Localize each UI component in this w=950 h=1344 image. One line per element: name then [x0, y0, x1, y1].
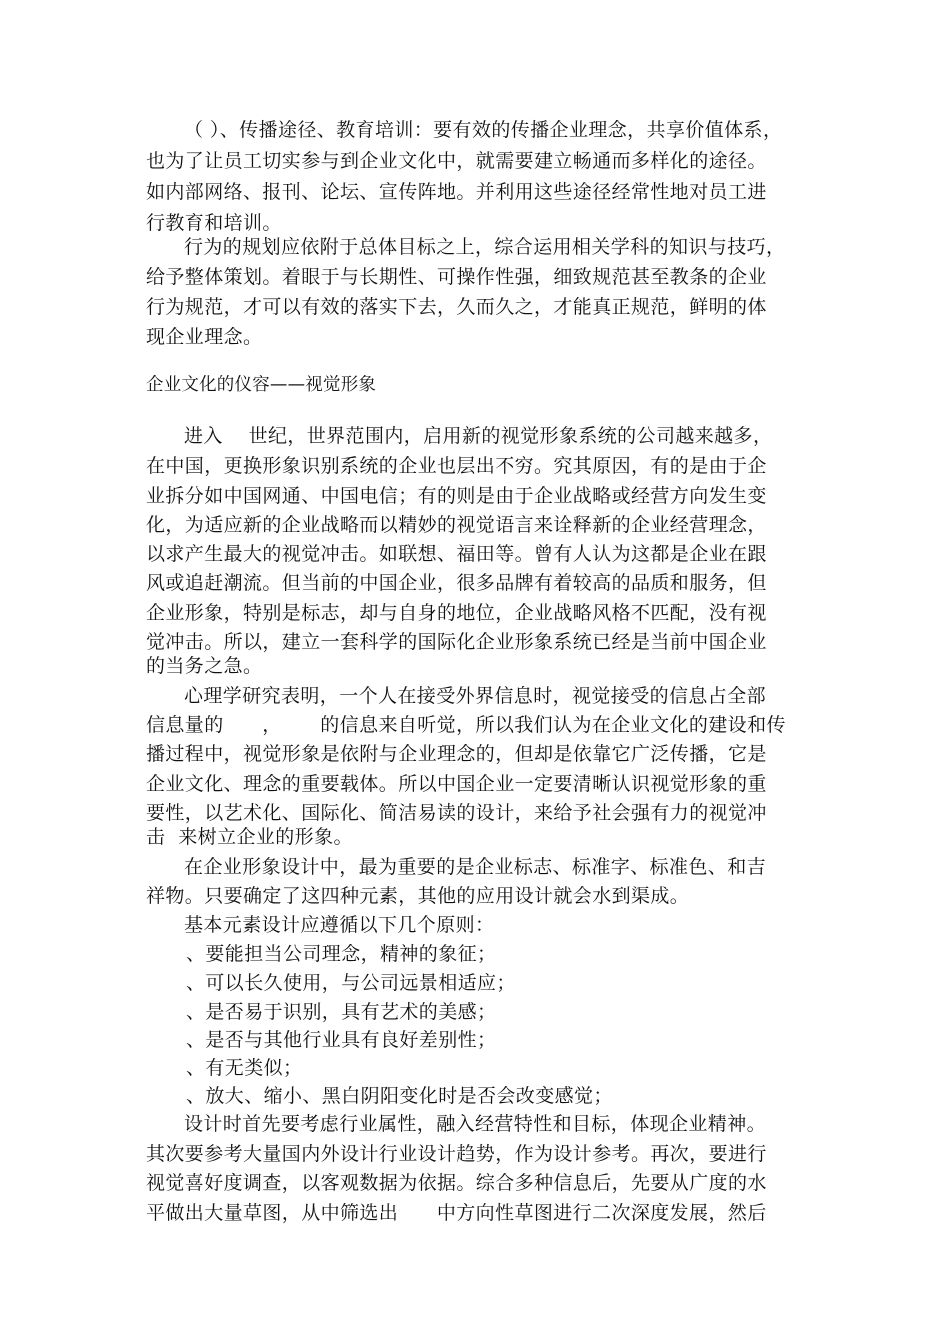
list-item: 、要能担当公司理念，精神的象征；: [186, 943, 497, 965]
text-line: 击 来树立企业的形象。: [146, 826, 353, 848]
text-line: 要性，以艺术化、国际化、简洁易读的设计，来给予社会强有力的视觉冲: [146, 802, 767, 824]
list-item: 、放大、缩小、黑白阴阳变化时是否会改变感觉；: [186, 1085, 613, 1107]
text-line: 风或追赶潮流。但当前的中国企业，很多品牌有着较高的品质和服务，但: [146, 572, 767, 594]
text-line: 给予整体策划。着眼于与长期性、可操作性强，细致规范甚至教条的企业: [146, 266, 767, 288]
list-item: 、有无类似；: [186, 1057, 303, 1079]
text-line: 企业形象，特别是标志，却与自身的地位，企业战略风格不匹配，没有视: [146, 602, 767, 624]
text-line: 行为规范，才可以有效的落实下去，久而久之，才能真正规范，鲜明的体: [146, 296, 767, 318]
text-line: 设计时首先要考虑行业属性，融入经营特性和目标，体现企业精神。: [184, 1113, 767, 1135]
list-item: 、可以长久使用，与公司远景相适应；: [186, 972, 516, 994]
text-line: （ ）、传播途径、教育培训：要有效的传播企业理念，共享价值体系，: [184, 119, 783, 141]
text-line: 如内部网络、报刊、论坛、宣传阵地。并利用这些途径经常性地对员工进: [146, 181, 767, 203]
text-line: 基本元素设计应遵循以下几个原则：: [184, 914, 495, 936]
list-item: 、是否易于识别，具有艺术的美感；: [186, 1001, 497, 1023]
text-line: 视觉喜好度调查，以客观数据为依据。综合多种信息后，先要从广度的水: [146, 1172, 767, 1194]
text-line: 业拆分如中国网通、中国电信；有的则是由于企业战略或经营方向发生变: [146, 485, 767, 507]
text-line: 行教育和培训。: [146, 212, 282, 234]
text-line: 心理学研究表明，一个人在接受外界信息时，视觉接受的信息占全部: [184, 685, 767, 707]
text-line: 其次要参考大量国内外设计行业设计趋势，作为设计参考。再次，要进行: [146, 1143, 767, 1165]
text-line: 在中国，更换形象识别系统的企业也层出不穷。究其原因，有的是由于企: [146, 455, 767, 477]
text-line: 化，为适应新的企业战略而以精妙的视觉语言来诠释新的企业经营理念，: [146, 514, 767, 536]
list-item: 、是否与其他行业具有良好差别性；: [186, 1029, 497, 1051]
text-line: 也为了让员工切实参与到企业文化中，就需要建立畅通而多样化的途径。: [146, 150, 767, 172]
text-line: 祥物。只要确定了这四种元素，其他的应用设计就会水到渠成。: [146, 885, 690, 907]
text-line: 播过程中，视觉形象是依附与企业理念的，但却是依靠它广泛传播，它是: [146, 743, 767, 765]
text-line: 进入 世纪，世界范围内，启用新的视觉形象系统的公司越来越多，: [184, 425, 773, 447]
text-line: 的当务之急。: [146, 655, 263, 677]
text-line: 信息量的 ， 的信息来自听觉，所以我们认为在企业文化的建设和传: [146, 714, 786, 736]
text-line: 现企业理念。: [146, 326, 263, 348]
text-line: 行为的规划应依附于总体目标之上，综合运用相关学科的知识与技巧，: [184, 236, 786, 258]
text-line: 觉冲击。所以，建立一套科学的国际化企业形象系统已经是当前中国企业: [146, 631, 767, 653]
text-line: 在企业形象设计中，最为重要的是企业标志、标准字、标准色、和吉: [184, 856, 767, 878]
text-line: 平做出大量草图，从中筛选出 中方向性草图进行二次深度发展，然后: [146, 1202, 767, 1224]
section-heading: 企业文化的仪容——视觉形象: [146, 375, 377, 395]
text-line: 企业文化、理念的重要载体。所以中国企业一定要清晰认识视觉形象的重: [146, 773, 767, 795]
text-line: 以求产生最大的视觉冲击。如联想、福田等。曾有人认为这都是企业在跟: [146, 543, 767, 565]
